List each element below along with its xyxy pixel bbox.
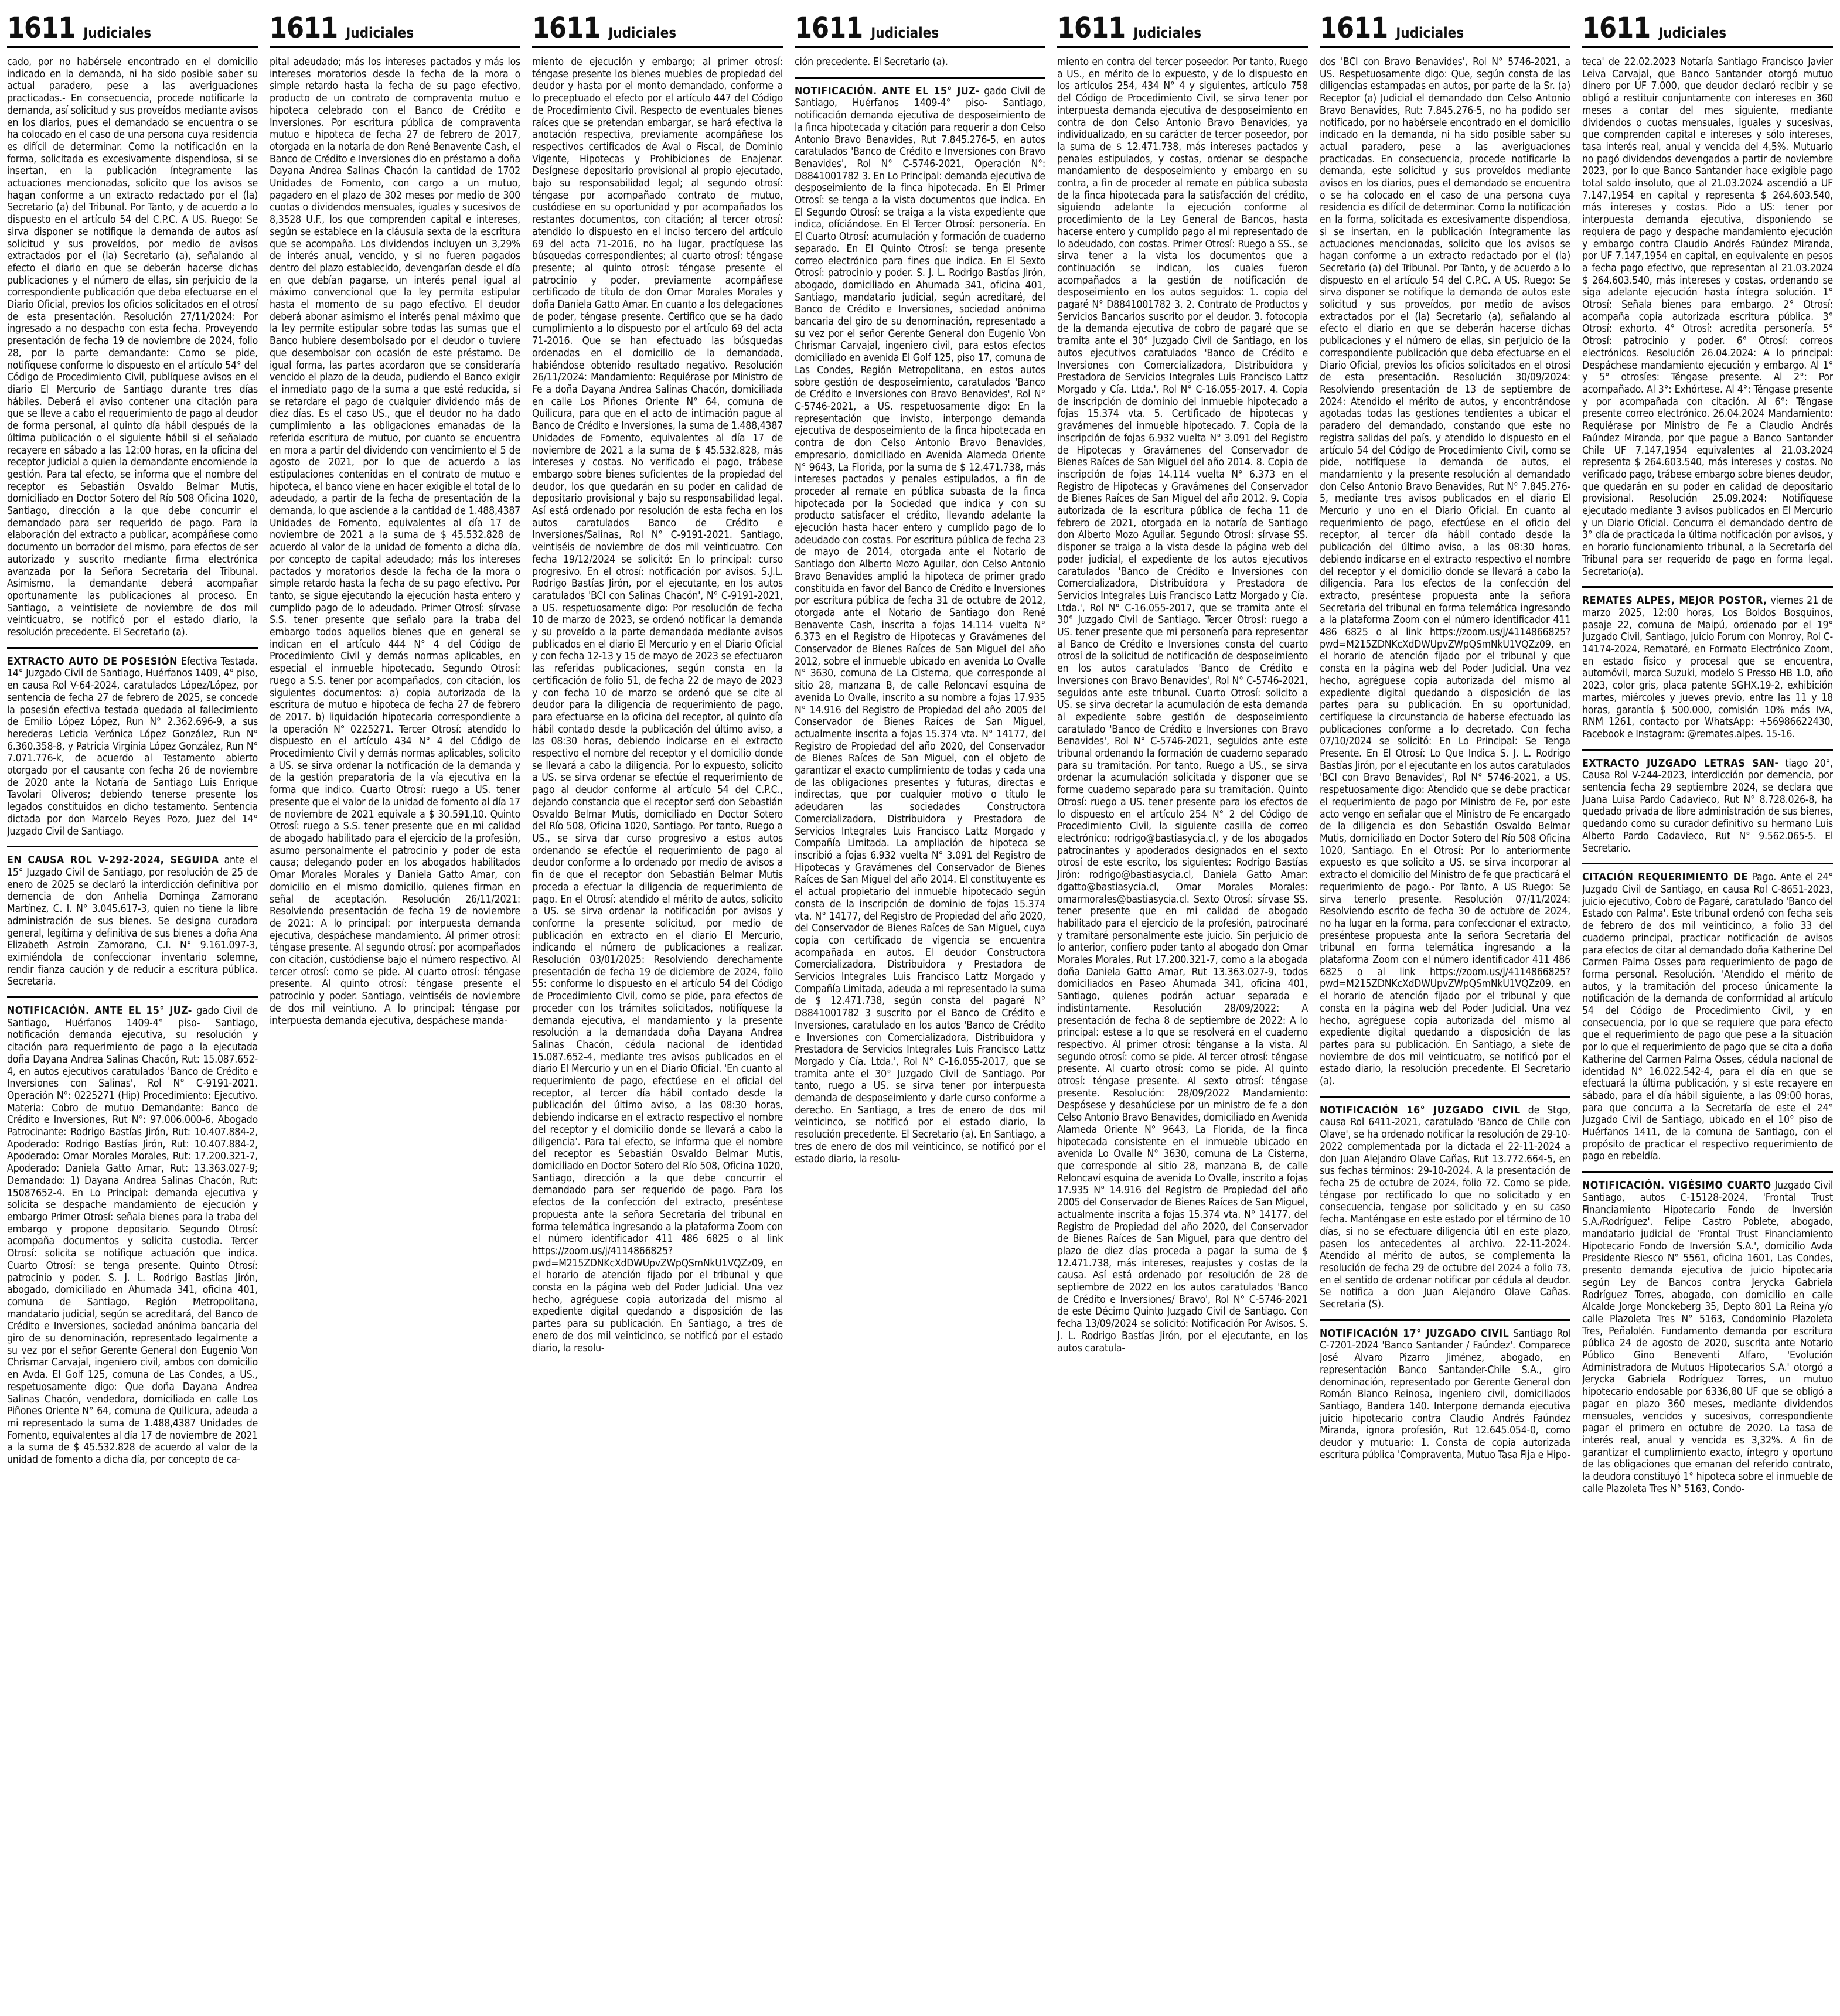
notice [1582, 758, 1833, 855]
column-7 [1582, 14, 1833, 2007]
page-number: 1611 [270, 14, 338, 45]
notice-heading: NOTIFICACIÓN. ANTE EL 15° JUZ- [7, 1005, 192, 1017]
page-number: 1611 [1582, 14, 1651, 45]
notice-heading: REMATES ALPES, MEJOR POSTOR, [1582, 595, 1767, 607]
column-header [1582, 14, 1833, 48]
section-title: Judiciales [83, 25, 152, 41]
notice-text: dos 'BCI con Bravo Benavides', Rol N° 5746-2021, a US. Respetuosamente digo: Que, según consta de las diligencias estampadas en autos, por parte de la Sr. (a) Receptor (a) Judicial el demandado don Celso Antonio Bravo Benavides, Rut: 7.845.276-5, no ha podido ser notificado, por no habérsele encontrado en el domicilio indicado en la demanda, ni ha sido posible saber su actual paradero, pese a las averiguaciones practicadas. En consecuencia, procede notificarle la demanda, este solicitud y sus proveídos mediante avisos en los diarios, pues el demandado se encuentra o se ha colocado en el caso de una persona cuya residencia es difícil de determinar. Como la notificación en la forma, solicitada es excesivamente dispendiosa, si se insertan, en la publicación íntegramente las actuaciones mencionadas, solicito que los avisos se hagan conforme a un extracto redactado por el (la) Secretario (a) del Tribunal. Por Tanto, y de acuerdo a lo dispuesto en el artículo 54 del C.P.C. A US. Ruego: Se sirva disponer se notifique la demanda de autos este solicitud y sus proveídos, por medio de avisos extractados por el (la) Secretario (a), señalando al efecto el diario en que se deberán hacerse dichas publicaciones y el número de ellas, sin perjuicio de la correspondiente publicación que deba efectuarse en el Diario Oficial, previos los oficios solicitados en el otrosí de esta presentación. Resolución 30/09/2024: Resolviendo presentación de 13 de septiembre de 2024: Atendido el mérito de autos, y encontrándose agotadas todas las gestiones tendientes a ubicar el paradero del demandado, constando que este no registra salidas del país, y atendido lo dispuesto en el artículo 54 del Código de Procedimiento Civil, como se pide, notifíquese la demanda de autos, el mandamiento y la presente resolución al demandado don Celso Antonio Bravo Benavides, Rut N° 7.845.276-5, mediante tres avisos publicados en el diario El Mercurio y uno en el Diario Oficial. En cuanto al requerimiento de pago, efectúese en el oficio del receptor, al tercer día hábil contado desde la publicación del último aviso, a las 08:30 horas, debiendo indicarse en el extracto respectivo el nombre del receptor y el domicilio donde se llevará a cabo la diligencia. Para los efectos de la confección del extracto, preséntese propuesta ante la señora Secretaria del tribunal en forma telemática ingresando a la plataforma Zoom con el número identificador 411 486 6825 o al link https://zoom.us/j/4114866825?pwd=M215ZDNKcXdDWUpvZWpQSmNkU1VQZz09, en el horario de atención fijado por el tribunal y que consta en la página web del Poder Judicial. Una vez hecho, agréguese copia autorizada del mismo al expediente digital quedando a disposición de las partes para su publicación. En su oportunidad, certifíquese la circunstancia de haberse efectuado las publicaciones conforme a lo decretado. Con fecha 07/10/2024 se solicitó: En Lo Principal: Se Tenga Presente. En El Otrosí: Lo Que Indica S. J. L. Rodrigo Bastías Jirón, por el ejecutante en los autos caratulados 'BCI con Bravo Benavides', Rol N° 5746-2021, a US. respetuosamente digo: Atendido que se debe practicar el requerimiento de pago por Ministro de Fe, por este acto vengo en señalar que el Ministro de Fe encargado de la diligencia es don Sebastián Osvaldo Belmar Mutis, domiciliado en Doctor Sotero del Río 508 Oficina 1020, Santiago. En el Otrosí: Por lo anteriormente expuesto es que solicito a US. se sirva incorporar al extracto el domicilio del Ministro de fe que practicará el requerimiento de pago.- Por Tanto, A US Ruego: Se sirva tenerlo presente. Resolución 07/11/2024: Resolviendo escrito de fecha 30 de octubre de 2024, no ha lugar en la forma, para confeccionar el extracto, preséntese propuesta ante la señora Secretaria del tribunal en forma telemática ingresando a la plataforma Zoom con el número identificador 411 486 6825 o al link https://zoom.us/j/4114866825?pwd=M215ZDNKcXdDWUpvZWpQSmNkU1VQZz09, en el horario de atención fijado por el tribunal y que consta en la página web del Poder Judicial. Una vez hecho, agréguese copia autorizada del mismo al expediente digital quedando a disposición de las partes para su publicación. En Santiago, a siete de noviembre de dos mil veinticuatro, se notificó por el estado diario, la resolución precedente. El Secretario (a). [1320, 56, 1570, 1088]
page-number: 1611 [1320, 14, 1388, 45]
notice-text: de Stgo, causa Rol 6411-2021, caratulado 'Banco de Chile con Olave', se ha ordenado notificar la resolución de 29-10-2022 complementada por la dictada el 22-11-2024 a don Juan Alejandro Olave Cañas, Rut 13.772.664-5, en sus fechas términos: 29-10-2024. A la presentación de fecha 25 de octubre de 2024, folio 72. Como se pide, téngase por rectificado lo que no solicitado y en consecuencia, tengase por solicitado y en su caso fecha. Manténgase en este estado por el término de 10 días, si no se efectuare diligencia útil en este plazo, pasen los antecedentes al archivo. 22-11-2024. Atendido al mérito de autos, se complementa la resolución de fecha 29 de octubre del 2024 a folio 73, en el sentido de ordenar notificar por cédula al deudor. Se notifica a don Juan Alejandro Olave Cañas. Secretaria (S). [1320, 1104, 1570, 1311]
column-body [532, 56, 783, 1354]
section-title: Judiciales [346, 25, 414, 41]
notice [7, 656, 258, 838]
section-title: Judiciales [871, 25, 939, 41]
section-title: Judiciales [608, 25, 677, 41]
notice-text: miento en contra del tercer poseedor. Por tanto, Ruego a US., en mérito de lo expuesto, y de lo dispuesto en los artículos 254, 434 N° 4 y siguientes, artículo 758 del Código de Procedimiento Civil, se sirva tener por interpuesta demanda ejecutiva de desposeimiento en contra de don Celso Antonio Bravo Benavides, ya individualizado, en su carácter de tercer poseedor, por la suma de $ 12.471.738, más intereses pactados y penales estipulados, y costas, ordenar se despache mandamiento de desposeimiento y embargo en su contra, a fin de proceder al remate en pública subasta de la finca hipotecada para la satisfacción del crédito, siguiendo adelante la ejecución conforme al procedimiento de la Ley General de Bancos, hasta hacerse entero y cumplido pago al mi representado de lo adeudado, con costas. Primer Otrosí: Ruego a SS., se sirva tener a la vista los documentos que a continuación se indican, los cuales fueron acompañados a la gestión de notificación de desposeimiento en los autos seguidos: 1. copia del pagaré N° D8841001782 3. 2. Contrato de Productos y Servicios Bancarios suscrito por el deudor. 3. fotocopia de la demanda ejecutiva de cobro de pagaré que se tramita ante el 30° Juzgado Civil de Santiago, en los autos ejecutivos caratulados 'Banco de Crédito e Inversiones con Comercializadora, Distribuidora y Prestadora de Servicios Integrales Luis Francisco Lattz Morgado y Cía. Ltda.', Rol N° C-16.055-2017. 4. Copia de inscripción de dominio del inmueble hipotecado a fojas 15.374 vta. 5. Certificado de hipotecas y gravámenes del inmueble hipotecado. 7. Copia de la inscripción de fojas 6.932 vuelta N° 3.091 del Registro de Hipotecas y Gravámenes del Conservador de Bienes Raíces de San Miguel del año 2014. 8. Copia de inscripción de fojas 14.114 vuelta N° 6.373 en el Registro de Hipotecas y Gravámenes del Conservador de Bienes Raíces de San Miguel del año 2012. 9. Copia autorizada de la escritura pública de fecha 11 de febrero de 2021, otorgada en la notaría de Santiago don Alberto Mozo Aguilar. Segundo Otrosí: sírvase SS. disponer se traiga a la vista desde la página web del poder judicial, el expediente de los autos ejecutivos caratulados 'Banco de Crédito e Inversiones con Comercializadora, Distribuidora y Prestadora de Servicios Integrales Luis Francisco Lattz Morgado y Cía. Ltda.', Rol N° C-16.055-2017, que se tramita ante el 30° Juzgado Civil de Santiago. Tercer Otrosí: ruego a US. tener presente que mi personería para representar al Banco de Crédito e Inversiones consta del cuarto otrosí de la solicitud de notificación de desposeimiento en los autos caratulados 'Banco de Crédito e Inversiones con Bravo Benavides', Rol N° C-5746-2021, seguidos ante este tribunal. Cuarto Otrosí: solicito a US. se sirva decretar la acumulación de esta demanda al expediente sobre gestión de desposeimiento caratulado 'Banco de Crédito e Inversiones con Bravo Benavides', Rol N° C-5746-2021, seguidos ante este tribunal ordenando la formación de cuaderno separado para su tramitación. Por tanto, Ruego a US., se sirva ordenar la acumulación solicitada y disponer que se forme cuaderno separado para su tramitación. Quinto Otrosí: ruego a US. tener presente para los efectos de lo dispuesto en el artículo 254 N° 2 del Código de Procedimiento Civil, la siguiente casilla de correo electrónico: rodrigo@bastiasycia.cl, y de los abogados patrocinantes y apoderados designados en el sexto otrosí de este escrito, los siguientes: Rodrigo Bastías Jirón: rodrigo@bastiasycia.cl, Daniela Gatto Amar: dgatto@bastiasycia.cl, Omar Morales Morales: omarmorales@bastiasycia.cl. Sexto Otrosí: sírvase SS. tener presente que en mi calidad de abogado habilitado para el ejercicio de la profesión, patrocinaré y tramitaré personalmente este juicio. Sin perjuicio de lo anterior, confiero poder tanto al abogado don Omar Morales Morales, Rut 17.200.321-7, como a la abogada doña Daniela Gatto Amar, Rut 13.363.027-9, todos domiciliados en Paseo Ahumada 341, oficina 401, Santiago, quienes podrán actuar separada e indistintamente. Resolución 28/09/2022: A presentación de fecha 8 de septiembre de 2022: A lo principal: estese a lo que se resolverá en el cuaderno respectivo. Al primer otrosí: ténganse a la vista. Al segundo otrosí: como se pide. Al tercer otrosí: téngase presente. Al cuarto otrosí: como se pide. Al quinto otrosí: téngase presente. Al sexto otrosí: téngase presente. Resolución: 28/09/2022 Mandamiento: Despósese y desahúciese por un ministro de fe a don Celso Antonio Bravo Benavides, domiciliado en Avenida Alameda Oriente N° 9643, La Florida, de la finca hipotecada consistente en el inmueble ubicado en avenida Lo Ovalle N° 3630, comuna de La Cisterna, que corresponde al sitio 28, manzana B, de calle Reloncaví esquina de avenida Lo Ovalle, inscrito a fojas 17.935 N° 14.916 del Registro de Propiedad del año 2005 del Conservador de Bienes Raíces de San Miguel, actualmente inscrita a fojas 15.374 vta. N° 14177, del Registro de Propiedad del año 2020, del Conservador de Bienes Raíces de San Miguel, para que dentro del plazo de diez días proceda a pagar la suma de $ 12.471.738, más intereses, reajustes y costas de la causa. Así está ordenado por resolución de 28 de septiembre de 2022 en los autos caratulados 'Banco de Crédito e Inversiones/ Bravo', Rol N° C-5746-2021 de este Décimo Quinto Juzgado Civil de Santiago. Con fecha 13/09/2024 se solicitó: Notificación Por Avisos. S. J. L. Rodrigo Bastías Jirón, por el ejecutante, en los autos caratula- [1057, 56, 1308, 1354]
column-header [1320, 14, 1570, 48]
notice-heading: NOTIFICACIÓN 17° JUZGADO CIVIL [1320, 1327, 1510, 1340]
column-5 [1057, 14, 1308, 2007]
notice-text: Pago. Ante el 24° Juzgado Civil de Santiago, en causa Rol C-8651-2023, juicio ejecutivo, Cobro de Pagaré, caratulado 'Banco del Estado con Palma'. Este tribunal ordenó con fecha seis de febrero de dos mil veinticinco, a folio 33 del cuaderno principal, practicar notificación de avisos para efectos de citar al demandado doña Katherine Del Carmen Palma Osses para requerimiento de pago de forma personal. Resolución. 'Atendido el mérito de autos, y la tramitación del proceso únicamente la notificación de la demanda de conformidad al artículo 54 del Código de Procedimiento Civil, y en consecuencia, por lo que se requiere que para efecto que el requerimiento de pago que pese a la situación por lo que el requerimiento de pago que se cita a doña Katherine del Carmen Palma Osses, cédula nacional de identidad N° 16.022.542-4, para el día en que se efectuará la última publicación, y si este recayere en sábado, para el día hábil siguiente, a las 09:00 horas, para que concurra a la Secretaría de este el 24° Juzgado Civil de Santiago, ubicado en el 10° piso de Huérfanos 1411, de la comuna de Santiago, con el propósito de practicar el respectivo requerimiento de pago en rebeldía. [1582, 871, 1833, 1163]
notice-text: cado, por no habérsele encontrado en el domicilio indicado en la demanda, ni ha sido posible saber su actual paradero, pese a las averiguaciones practicadas.- En consecuencia, procede notificarle la demanda, así solicitud y sus proveídos mediante avisos en los diarios, pues el demandado se encuentra o se ha colocado en el caso de una persona cuya residencia es difícil de determinar. Como la notificación en la forma, solicitada es excesivamente dispendiosa, si se insertan, en la publicación íntegramente las actuaciones mencionadas, solicito que los avisos se hagan conforme a un extracto redactado por el (la) Secretario (a) del Tribunal. Por Tanto, y de acuerdo a lo dispuesto en el artículo 54 del C.P.C. A US. Ruego: Se sirva disponer se notifique la demanda de autos así solicitud y sus proveídos, por medio de avisos extractados por el (la) Secretario (a), señalando al efecto el diario en que se deberán hacerse dichas publicaciones y el número de ellas, sin perjuicio de la correspondiente publicación que deba efectuarse en el Diario Oficial, previos los oficios solicitados en el otrosí de esta presentación. Resolución 27/11/2024: Por ingresado a no despacho con esta fecha. Proveyendo presentación de fecha 19 de noviembre de 2024, folio 28, por la parte demandante: Como se pide, notifíquese conforme lo dispuesto en el artículo 54° del Código de Procedimiento Civil, publíquese avisos en el diario El Mercurio de Santiago durante tres días hábiles. Deberá el aviso contener una citación para que se lleve a cabo el requerimiento de pago al deudor de forma personal, al quinto día hábil después de la última publicación o el siguiente hábil si el señalado recayere en sábado a las 12:00 horas, en la oficina del receptor judicial a quien la demandante encomiende la gestión. Para tal efecto, se informa que el nombre del receptor es Sebastián Osvaldo Belmar Mutis, domiciliado en Doctor Sotero del Río 508 Oficina 1020, Santiago, dirección a la que debe concurrir el demandado para ser requerido de pago. Para la elaboración del extracto a publicar, acompáñese como documento un borrador del mismo, para efectos de ser autorizado y suscrito mediante firma electrónica avanzada por la Señora Secretaria del Tribunal. Asimismo, la demandante deberá acompañar oportunamente las publicaciones al proceso. En Santiago, a veintisiete de noviembre de dos mil veinticuatro, se notificó por el estado diario, la resolución precedente. El Secretario (a). [7, 56, 258, 639]
column-body [270, 56, 520, 1027]
notice-text: miento de ejecución y embargo; al primer otrosí: téngase presente los bienes muebles de propiedad del deudor y hasta por el monto demandado, conforme a lo preceptuado el efecto por el artículo 447 del Código de Procedimiento Civil. Respecto de eventuales bienes raíces que se pretendan embargar, se hará efectiva la anotación respectiva, previamente acompáñese los respectivos certificados de Aval o Fiscal, de Dominio Vigente, Hipotecas y Prohibiciones de Enajenar. Desígnese depositario provisional al propio ejecutado, bajo su responsabilidad legal; al segundo otrosí: téngase por acompañado contrato de mutuo, custódiese en su oportunidad y por acompañados los restantes documentos, con citación; al tercer otrosí: atendido lo dispuesto en el inciso tercero del artículo 69 del acta 71-2016, no ha lugar, practíquese las búsquedas correspondientes; al cuarto otrosí: téngase presente; al quinto otrosí: téngase presente el patrocinio y poder, previamente acompáñese certificado de título de don Omar Morales Morales y doña Daniela Gatto Amar. En cuanto a los delegaciones de poder, téngase presente. Certifico que se ha dado cumplimiento a lo dispuesto por el artículo 69 del acta 71-2016. Que se han efectuado las búsquedas ordenadas en el domicilio de la demandada, habiéndose obtenido resultado negativo. Resolución 26/11/2024: Mandamiento: Requiérase por Ministro de Fe a doña Dayana Andrea Salinas Chacón, domiciliada en calle Los Piñones Oriente N° 64, comuna de Quilicura, para que en el acto de intimación pague al Banco de Crédito e Inversiones, la suma de 1.488,4387 Unidades de Fomento, equivalentes al día 17 de noviembre de 2021 a la suma de $ 45.532.828, más intereses y costas. No verificado el pago, trábese embargo sobre bienes suficientes de la propiedad del deudor, los que quedarán en su poder en calidad de depositario provisional y bajo su responsabilidad legal. Así está ordenado por resolución de esta fecha en los autos caratulados Banco de Crédito e Inversiones/Salinas, Rol N° C-9191-2021. Santiago, veintiséis de noviembre de dos mil veinticuatro. Con fecha 19/12/2024 se solicitó: En lo principal: curso progresivo. En el otrosí: notificación por avisos. S.J.L. Rodrigo Bastías Jirón, por el ejecutante, en los autos caratulados 'BCI con Salinas Chacón', N° C-9191-2021, a US. respetuosamente digo: Por resolución de fecha 10 de marzo de 2023, se ordenó notificar la demanda y su proveído a la parte demandada mediante avisos publicados en el diario El Mercurio y en el Diario Oficial y con fecha 12-13 y 15 de mayo de 2023 se efectuaron las referidas publicaciones, según consta en la certificación de folio 51, de fecha 22 de mayo de 2023 y con fecha 10 de marzo se ordenó que se cite al deudor para la diligencia de requerimiento de pago, para efectuarse en la oficina del receptor, al quinto día hábil contado desde la publicación del último aviso, a las 08:30 horas, debiendo indicarse en el extracto respectivo el nombre del receptor y el domicilio donde se llevará a cabo la diligencia. Por lo expuesto, solicito a US. se sirva ordenar se efectúe el requerimiento de pago al deudor conforme al artículo 54 del C.P.C., dejando constancia que el receptor será don Sebastián Osvaldo Belmar Mutis, domiciliado en Doctor Sotero del Río 508, Oficina 1020, Santiago. Por tanto, Ruego a US., se sirva dar curso progresivo a estos autos ordenando se efectúe el requerimiento de pago al deudor conforme a lo ordenado por medio de avisos a fin de que el receptor don Sebastián Belmar Mutis proceda a efectuar la diligencia de requerimiento de pago. En el Otrosí: atendido el mérito de autos, solicito a US. se sirva ordenar la notificación por avisos y conforme la presente solicitud, por medio de publicación en extracto en el diario El Mercurio, indicando el número de publicaciones a realizar. Resolución 03/01/2025: Resolviendo derechamente presentación de fecha 19 de diciembre de 2024, folio 55: conforme lo dispuesto en el artículo 54 del Código de Procedimiento Civil, como se pide, para efectos de proceder con los trámites solicitados, notifíquese la demanda ejecutiva, el mandamiento y la presente resolución a la demandada doña Dayana Andrea Salinas Chacón, cédula nacional de identidad 15.087.652-4, mediante tres avisos publicados en el diario El Mercurio y un en el Diario Oficial. 'En cuanto al requerimiento de pago, efectúese en el oficial del receptor, al tercer día hábil contado desde la publicación del último aviso, a las 08:30 horas, debiendo indicarse en el extracto respectivo el nombre del receptor y el domicilio donde se llevará a cabo la diligencia'. Para tal efecto, se informa que el nombre del receptor es Sebastián Osvaldo Belmar Mutis, domiciliado en Doctor Sotero del Río 508, Oficina 1020, Santiago, dirección a la que debe concurrir el demandado para ser requerido de pago. Para los efectos de la confección del extracto, preséntese propuesta ante la señora Secretaria del tribunal en forma telemática ingresando a la plataforma Zoom con el número identificador 411 486 6825 o al link https://zoom.us/j/4114866825?pwd=M215ZDNKcXdDWUpvZWpQSmNkU1VQZz09, en el horario de atención fijado por el tribunal y que consta en la página web del Poder Judicial. Una vez hecho, agréguese copia autorizada del mismo al expediente digital quedando a disposición de las partes para su publicación. En Santiago, a tres de enero de dos mil veinticinco, se notificó por el estado diario, la resolu- [532, 56, 783, 1354]
notice [1320, 1105, 1570, 1311]
notice-divider [795, 77, 1045, 79]
notice-divider [1582, 586, 1833, 588]
page-number: 1611 [795, 14, 863, 45]
notice-text: teca' de 22.02.2023 Notaría Santiago Francisco Javier Leiva Carvajal, que Banco Santander otorgó mutuo dinero por UF 7.000, que deudor declaró recibir y se obligó a restituir conjuntamente con intereses en 360 meses a contar del mes siguiente, mediante dividendos o cuotas mensuales, iguales y sucesivas, que comprenden capital e intereses y sólo intereses, tasa interés real, anual y vencida del 4,5%. Mutuario no pagó dividendos devengados a partir de noviembre 2023, por lo que Banco Santander hace exigible pago total saldo insoluto, que al 21.03.2024 ascendió a UF 7.147,1954 en capital y representa $ 264.603.540, más intereses y costas. Pido a US: tener por interpuesta demanda ejecutiva, disponiendo se requiera de pago y despache mandamiento ejecución y embargo contra Claudio Andrés Faúndez Miranda, por UF 7.147,1954 en capital, en equivalente en pesos a fecha pago efectivo, que representan al 21.03.2024 $ 264.603.540, más intereses y costas, ordenando se siga adelante ejecución hasta íntegra solución. 1° Otrosí: Señala bienes para embargo. 2° Otrosí: acompaña copia autorizada escritura pública. 3° Otrosí: exhorto. 4° Otrosí: acredita personería. 5° Otrosí: patrocinio y poder. 6° Otrosí: correos electrónicos. Resolución 26.04.2024: A lo principal: Despáchese mandamiento ejecución y embargo. Al 1° y 5° otrosíes: Téngase presente. Al 2°: Por acompañado. Al 3°: Exhórtese. Al 4°: Téngase presente y por acompañada con citación. Al 6°: Téngase presente correo electrónico. 26.04.2024 Mandamiento: Requiérase por Ministro de Fe a Claudio Andrés Faúndez Miranda, por que pague a Banco Santander Chile UF 7.147,1954 equivalentes al 21.03.2024 representa $ 264.603.540, más intereses y costas. No verificado pago, trábese embargo sobre bienes deudor, que quedarán en su poder en calidad de depositario provisional. Resolución 25.09.2024: Notifíquese ejecutado mediante 3 avisos publicados en El Mercurio y un Diario Oficial. Concurra el demandado dentro de 3° día de practicada la última notificación por avisos, y en horario funcionamiento tribunal, a la Secretaría del Tribunal para ser requerido de pago en forma legal. Secretario(a). [1582, 56, 1833, 578]
notice [1320, 1328, 1570, 1462]
notice-text: pital adeudado; más los intereses pactados y más los intereses moratorios desde la fecha de la mora o simple retardo hasta la fecha de su pago efectivo, producto de un contrato de compraventa mutuo e hipoteca celebrado con el Banco de Crédito e Inversiones. Por escritura pública de compraventa mutuo e hipoteca de fecha 27 de febrero de 2017, otorgada en la notaría de don René Benavente Cash, el Banco de Crédito e Inversiones dio en préstamo a doña Dayana Andrea Salinas Chacón la cantidad de 1702 Unidades de Fomento, con cargo a un mutuo, pagadero en el plazo de 302 meses por medio de 300 cuotas o dividendos mensuales, iguales y sucesivos de 8,3528 U.F., los que comprenden capital e intereses, según se establece en la cláusula sexta de la escritura que se acompaña. Los dividendos incluyen un 3,29% de interés anual, vencido, y si no fueren pagados dentro del plazo establecido, devengarían desde el día en que debían pagarse, un interés penal igual al máximo convencional que la ley permita estipular hasta el momento de su pago efectivo. El deudor deberá abonar asimismo el interés penal máximo que la ley permite estipular sobre todas las sumas que el Banco hubiere desembolsado por el deudor o tuviere que desembolsar con ocasión de este préstamo. De igual forma, las partes acordaron que se consideraría vencido el plazo de la deuda, pudiendo el Banco exigir el inmediato pago de la suma a que esté reducida, si se retardare el pago de cualquier dividendo más de diez días. Es el caso US., que el deudor no ha dado cumplimiento a las obligaciones emanadas de la referida escritura de mutuo, por cuanto se encuentra en mora a partir del dividendo con vencimiento el 5 de agosto de 2021, por lo que de acuerdo a las estipulaciones contenidas en el contrato de mutuo e hipoteca, el banco viene en hacer exigible el total de lo adeudado, a partir de la fecha de presentación de la demanda, lo que asciende a la cantidad de 1.488,4387 Unidades de Fomento, equivalentes al día 17 de noviembre de 2021 a la suma de $ 45.532.828 de acuerdo al valor de la unidad de fomento a dicha día, por concepto de capital adeudado; más los intereses pactados y moratorios desde la fecha de la mora o simple retardo hasta la fecha de su pago efectivo. Por tanto, se sigue ejecutando la ejecución hasta entero y cumplido pago de lo adeudado. Primer Otrosí: sírvase S.S. tener presente que señalo para la traba del embargo todos aquellos bienes que en general se indican en el artículo 444 N° 4 del Código de Procedimiento Civil y demás normas aplicables, en especial el inmueble hipotecado. Segundo Otrosí: ruego a S.S. tener por acompañados, con citación, los siguientes documentos: a) copia autorizada de la escritura de mutuo e hipoteca de fecha 27 de febrero de 2017. b) liquidación hipotecaria correspondiente a la operación N° 0225271. Tercer Otrosí: atendido lo dispuesto en el artículo 434 N° 4 del Código de Procedimiento Civil y demás normas aplicables, solicito a US. se sirva ordenar la notificación de la demanda y de la gestión preparatoria de la vía ejecutiva en la forma que indico. Cuarto Otrosí: ruego a US. tener presente que el valor de la unidad de fomento al día 17 de noviembre de 2021 equivale a $ 30.591,10. Quinto Otrosí: ruego a S.S. tener presente que en mi calidad de abogado habilitado para el ejercicio de la profesión, asumo personalmente el patrocinio y poder de esta causa; delegando poder en los abogados habilitados Omar Morales Morales y Daniela Gatto Amar, con domicilio en el mismo domicilio, quienes firman en señal de aceptación. Resolución 26/11/2021: Resolviendo presentación de fecha 19 de noviembre de 2021: A lo principal: por interpuesta demanda ejecutiva, despáchese mandamiento. Al primer otrosí: téngase presente. Al segundo otrosí: por acompañados con citación, custódiense bajo el número respectivo. Al tercer otrosí: como se pide. Al cuarto otrosí: téngase presente. Al quinto otrosí: téngase presente el patrocinio y poder. Santiago, veintiséis de noviembre de dos mil veintiuno. A lo principal: téngase por interpuesta demanda ejecutiva, despáchese manda- [270, 56, 520, 1027]
notice-heading: EXTRACTO AUTO DE POSESIÓN [7, 655, 178, 668]
notice-heading: EXTRACTO JUZGADO LETRAS SAN- [1582, 757, 1779, 769]
notice-heading: NOTIFICACIÓN 16° JUZGADO CIVIL [1320, 1104, 1521, 1116]
column-body [1320, 56, 1570, 1461]
column-body [1057, 56, 1308, 1354]
column-body [7, 56, 258, 1466]
notice-text: gado Civil de Santiago, Huérfanos 1409-4° piso- Santiago, notificación demanda ejecutiva, su resolución y citación para requerimiento de pago a la ejecutada doña Dayana Andrea Salinas Chacón, Rut: 15.087.652-4, en autos ejecutivos caratulados 'Banco de Crédito e Inversiones con Salinas', Rol N° C-9191-2021. Operación N°: 0225271 (Hip) Procedimiento: Ejecutivo. Materia: Cobro de mutuo Demandante: Banco de Crédito e Inversiones, Rut N°: 97.006.000-6, Abogado Patrocinante: Rodrigo Bastías Jirón, Rut: 10.407.884-2, Apoderado: Rodrigo Bastías Jirón, Rut: 10.407.884-2, Apoderado: Omar Morales Morales, Rut: 17.200.321-7, Apoderado: Daniela Gatto Amar, Rut: 13.363.027-9; Demandado: 1) Dayana Andrea Salinas Chacón, Rut: 15087652-4. En Lo Principal: demanda ejecutiva y solicita se despache mandamiento de ejecución y embargo Primer Otrosí: señala bienes para la traba del embargo y propone depositario. Segundo Otrosí: acompaña documentos y solicita custodia. Tercer Otrosí: solicita se notifique actuación que indica. Cuarto Otrosí: se tenga presente. Quinto Otrosí: patrocinio y poder. S. J. L. Rodrigo Bastías Jirón, abogado, domiciliado en Ahumada 341, oficina 401, comuna de Santiago, Región Metropolitana, mandatario judicial, según se acreditará, del Banco de Crédito e Inversiones, sociedad anónima bancaria del giro de su denominación, representado legalmente a su vez por el señor Gerente General don Eugenio Von Chrismar Carvajal, ingeniero civil, ambos con domicilio en Avda. El Golf 125, comuna de Las Condes, a US., respetuosamente digo: Que doña Dayana Andrea Salinas Chacón, vendedora, domiciliada en calle Los Piñones Oriente N° 64, comuna de Quilicura, adeuda a mi representado la suma de 1.488,4387 Unidades de Fomento, equivalentes al día 17 de noviembre de 2021 a la suma de $ 45.532.828 de acuerdo al valor de la unidad de fomento a dicha día, por concepto de ca- [7, 1005, 258, 1466]
notice-text: Santiago Rol C-7201-2024 'Banco Santander / Faúndez'. Comparece José Alvaro Pizarro Jiménez, abogado, en representación Banco Santander-Chile S.A., giro denominación, representado por Gerente General don Román Blanco Reinosa, ingeniero civil, domiciliados Santiago, Bandera 140. Interpone demanda ejecutiva juicio hipotecario contra Claudio Andrés Faúndez Miranda, ignora profesión, Rut 12.645.054-0, como deudor y mutuario: 1. Consta de copia autorizada escritura pública 'Compraventa, Mutuo Tasa Fija e Hipo- [1320, 1327, 1570, 1461]
page-number: 1611 [7, 14, 76, 45]
notice-heading: CITACIÓN REQUERIMIENTO DE [1582, 871, 1748, 884]
section-title: Judiciales [1133, 25, 1202, 41]
column-body [795, 56, 1045, 1165]
column-body [1582, 56, 1833, 1495]
section-title: Judiciales [1658, 25, 1727, 41]
column-4 [795, 14, 1045, 2007]
notice [7, 1005, 258, 1466]
column-1 [7, 14, 258, 2007]
notice-heading: NOTIFICACIÓN. VIGÉSIMO CUARTO [1582, 1180, 1771, 1192]
notice-divider [1582, 1171, 1833, 1173]
notice-text: viernes 21 de marzo 2025, 12:00 horas, Los Boldos Bosquinos, pasaje 22, comuna de Maipú, ordenado por el 19° Juzgado Civil, Santiago, juicio Forum con Monroy, Rol C-14174-2024, Remataré, en Formato Electrónico Zoom, en estado físico y procesal que se encuentra, automóvil, marca Suzuki, modelo S Presso HB 1.0, año 2023, color gris, placa patente SGHX.19-2, exhibición martes, miércoles y jueves previo, entre las 11 y 18 horas, garantía $ 500.000, comisión 10% más IVA, RNM 1261, contacto por WhatsApp: +56986622430, Facebook e Instagram: @remates.alpes. 15-16. [1582, 595, 1833, 740]
column-header [7, 14, 258, 48]
column-header [795, 14, 1045, 48]
page-number: 1611 [1057, 14, 1126, 45]
notice [1582, 1180, 1833, 1495]
notice-divider [7, 996, 258, 998]
notice-text: Efectiva Testada. 14° Juzgado Civil de Santiago, Huérfanos 1409, 4° piso, en causa Rol V-64-2024, caratulados López/López, por sentencia de fecha 27 de febrero de 2025, se concede la posesión efectiva testada quedada al fallecimiento de Emilio López López, Run N° 2.362.696-9, a sus herederas Leticia Verónica López González, Run N° 6.360.358-8, y Patricia Virginia López González, Run N° 7.071.776-k, de acuerdo al Testamento abierto otorgado por el causante con fecha 26 de noviembre de 2020 ante la Notaría de Santiago Luis Enrique Tavolari Oliveros; debiendo tenerse presente los legados constituidos en dicho testamento. Sentencia dictada por don Marcelo Reyes Pozo, Juez del 14° Juzgado Civil de Santiago. [7, 655, 258, 837]
column-6 [1320, 14, 1570, 2007]
page-number: 1611 [532, 14, 601, 45]
notice-divider [1320, 1319, 1570, 1321]
section-title: Judiciales [1396, 25, 1464, 41]
notice-divider [1320, 1096, 1570, 1098]
notice [795, 86, 1045, 1166]
notice [7, 854, 258, 988]
column-header [270, 14, 520, 48]
notice [1582, 871, 1833, 1163]
notice-divider [1582, 749, 1833, 751]
notice-text: tiago 20°, Causa Rol V-244-2023, interdicción por demencia, por sentencia fecha 29 septiembre 2024, se declara que Juana Luisa Pardo Cadavieco, Rut N° 8.728.026-8, ha quedado privada de libre administración de sus bienes, quedando como su curador definitivo su hermano Luis Alberto Pardo Cadavieco, Rut N° 9.562.065-5. El Secretario. [1582, 757, 1833, 854]
column-2 [270, 14, 520, 2007]
notice-divider [7, 647, 258, 649]
notice-text: Juzgado Civil Santiago, autos C-15128-2024, 'Frontal Trust Financiamiento Hipotecario Fondo de Inversión S.A./Rodríguez'. Felipe Castro Poblete, abogado, mandatario judicial de 'Frontal Trust Financiamiento Hipotecario Fondo de Inversión S.A.', domicilio Avda Presidente Riesco N° 5561, oficina 1601, Las Condes, presento demanda ejecutiva de juicio hipotecaria según Ley de Bancos contra Jerycka Gabriela Rodríguez Torres, abogado, con domicilio en calle Alcalde Jorge Monckeberg 35, Depto 801 La Reina y/o calle Plazoleta Tres N° 5163, Condominio Plazoleta Tres, Peñalolén. Fundamento demanda por escritura pública 24 de agosto de 2020, suscrita ante Notario Público Gino Beneventi Alfaro, 'Evolución Administradora de Mutuos Hipotecarios S.A.' otorgó a Jerycka Gabriela Rodríguez Torres, un mutuo hipotecario endosable por 6336,80 UF que se obligó a pagar en plazo 360 meses, mediante dividendos mensuales, vencidos y sucesivos, correspondiente pagar el primero en octubre de 2020. La tasa de interés real, anual y vencida es 3,32%. A fin de garantizar el cumplimiento exacto, íntegro y oportuno de las obligaciones que emanan del referido contrato, la deudora constituyó 1° hipoteca sobre el inmueble de calle Plazoleta Tres N° 5163, Condo- [1582, 1180, 1833, 1495]
notice-text: ante el 15° Juzgado Civil de Santiago, por resolución de 25 de enero de 2025 se declaró la interdicción definitiva por demencia de don Anhelia Dominga Zamorano Martínez, C. I. N° 3.045.617-3, quien no tiene la libre administración de sus bienes. Se designa curadora general, legítima y definitiva de sus bienes a doña Ana Elizabeth Astroin Zamorano, C.I. N° 9.161.097-3, eximiéndola de confeccionar inventario solemne, rendir fianza caución y de reducir a escritura pública. Secretaria. [7, 854, 258, 988]
notice-text: ción precedente. El Secretario (a). [795, 56, 948, 68]
notice-text: gado Civil de Santiago, Huérfanos 1409-4° piso- Santiago, notificación demanda ejecutiva de desposeimiento de la finca hipotecada y citación para requerir a don Celso Antonio Bravo Benavides, Rut 7.845.276-5, en autos caratulados 'Banco de Crédito e Inversiones con Bravo Benavides', Rol N° C-5746-2021, Operación N°: D8841001782 3. En Lo Principal: demanda ejecutiva de desposeimiento de la finca hipotecada. En El Primer Otrosí: se tenga a la vista documentos que indica. En El Segundo Otrosí: se traiga a la vista expediente que indica, ofíciándose. En El Tercer Otrosí: personería. En El Cuarto Otrosí: acumulación y formación de cuaderno separado. En El Quinto Otrosí: se tenga presente correo electrónico para fines que indica. En El Sexto Otrosí: patrocinio y poder. S. J. L. Rodrigo Bastías Jirón, abogado, domiciliado en Ahumada 341, oficina 401, Santiago, mandatario judicial, según acreditaré, del Banco de Crédito e Inversiones, sociedad anónima bancaria del giro de su denominación, representado a su vez por el señor Gerente General don Eugenio Von Chrismar Carvajal, ingeniero civil, para estos efectos domiciliado en avenida El Golf 125, piso 17, comuna de Las Condes, Región Metropolitana, en estos autos sobre gestión de desposeimiento, caratulados 'Banco de Crédito e Inversiones con Bravo Benavides', Rol N° C-5746-2021, a US. respetuosamente digo: En la representación que invisto, interpongo demanda ejecutiva de desposeimiento de la finca hipotecada en contra de don Celso Antonio Bravo Benavides, empresario, domiciliado en Avenida Alameda Oriente N° 9643, La Florida, por la suma de $ 12.471.738, más intereses pactados y penales estipulados, a fin de proceder al remate en pública subasta de la finca hipotecada por la Sociedad que indica y con su producto satisfacer el crédito, llevando adelante la ejecución hasta hacer entero y cumplido pago de lo adeudado con costas. Por escritura pública de fecha 23 de mayo de 2014, otorgada ante el Notario de Santiago don Alberto Mozo Aguilar, don Celso Antonio Bravo Benavides amplió la hipoteca de primer grado constituida en favor del Banco de Crédito e Inversiones por escritura pública de fecha 31 de octubre de 2012, otorgada ante el Notario de Santiago don René Benavente Cash, inscrita a fojas 14.114 vuelta N° 6.373 en el Registro de Hipotecas y Gravámenes del Conservador de Bienes Raíces de San Miguel del año 2012, sobre el inmueble ubicado en avenida Lo Ovalle N° 3630, comuna de La Cisterna, que corresponde al sitio 28, manzana B, de calle Reloncaví esquina de avenida Lo Ovalle, inscrito a su nombre a fojas 17.935 N° 14.916 del Registro de Propiedad del año 2005 del Conservador de Bienes Raíces de San Miguel, actualmente inscrita a fojas 15.374 vta. N° 14177, del Registro de Propiedad del año 2020, del Conservador de Bienes Raíces de San Miguel, con el objeto de garantizar el exacto cumplimiento de todas y cada una de las obligaciones presentes y futuras, directas e indirectas, que por cualquier motivo o título le adeudaren las sociedades Constructora Comercializadora, Distribuidora y Prestadora de Servicios Integrales Luis Francisco Lattz Morgado y Compañía Limitada. La ampliación de hipoteca se inscribió a fojas 6.932 vuelta N° 3.091 del Registro de Hipotecas y Gravámenes del Conservador de Bienes Raíces de San Miguel del año 2014. El constituyente es el actual propietario del inmueble hipotecado según consta de la inscripción de dominio de fojas 15.374 vta. N° 14177, del Registro de Propiedad del año 2020, del Conservador de Bienes Raíces de San Miguel, cuya copia con certificado de vigencia se encuentra acompañada en autos. El deudor Constructora Comercializadora, Distribuidora y Prestadora de Servicios Integrales Luis Francisco Lattz Morgado y Compañía Limitada, adeuda a mi representado la suma de $ 12.471.738, según consta del pagaré N° D8841001782 3 suscrito por el Banco de Crédito e Inversiones, caratulado en los autos 'Banco de Crédito e Inversiones con Comercializadora, Distribuidora y Prestadora de Servicios Integrales Luis Francisco Lattz Morgado y Cía. Ltda.', Rol N° C-16.055-2017, que se tramita ante el 30° Juzgado Civil de Santiago. Por tanto, ruego a US. se sirva tener por interpuesta demanda de desposeimiento y darle curso conforme a derecho. En Santiago, a tres de enero de dos mil veinticinco, se notificó por el estado diario, la resolución precedente. El Secretario (a). En Santiago, a tres de enero de dos mil veinticinco, se notificó por el estado diario, la resolu- [795, 85, 1045, 1165]
column-header [1057, 14, 1308, 48]
notice-heading: EN CAUSA ROL V-292-2024, SEGUIDA [7, 854, 219, 867]
notice-divider [1582, 863, 1833, 864]
notice-heading: NOTIFICACIÓN. ANTE EL 15° JUZ- [795, 85, 980, 97]
column-3 [532, 14, 783, 2007]
notice-divider [7, 846, 258, 847]
column-header [532, 14, 783, 48]
notice [1582, 595, 1833, 740]
